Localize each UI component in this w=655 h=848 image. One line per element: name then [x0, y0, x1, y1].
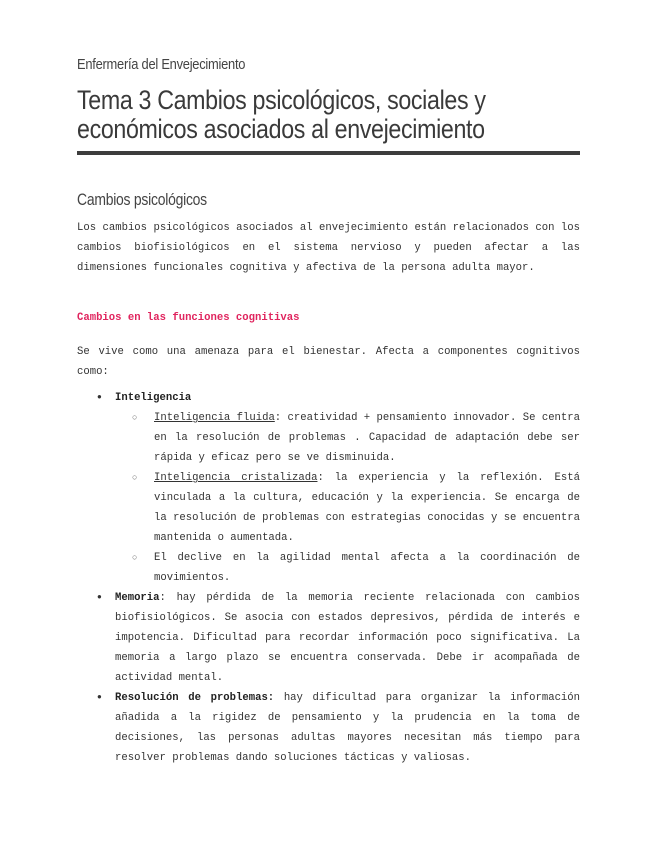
list-item-memoria: [77, 588, 580, 688]
memoria-label: Memoria: [115, 592, 160, 604]
declive-text: El declive en la agilidad mental afecta a la coordinación de movimientos.: [154, 552, 580, 584]
inteligencia-label: Inteligencia: [115, 392, 192, 404]
memoria-text: : hay pérdida de la memoria reciente relacionada con cambios biofisiológicos. Se asocia con estados depresivos, pérdida de interés e impotencia. Dificultad para recordar información poco significativa. La memoria a largo plazo se encuentra conservada. Debe ir acompañada de actividad mental.: [115, 592, 580, 684]
sublist-item-declive: [115, 548, 580, 588]
cognitive-components-list: [77, 388, 580, 768]
list-item-resolucion: [77, 688, 580, 768]
resolucion-label: Resolución de problemas:: [115, 692, 275, 704]
cristalizada-term: Inteligencia cristalizada: [154, 472, 318, 484]
subsection-heading: Cambios en las funciones cognitivas: [77, 312, 300, 324]
section-heading: Cambios psicológicos: [77, 190, 207, 209]
section-intro-paragraph: Los cambios psicológicos asociados al envejecimiento están relacionados con los cambios biofisiológicos en el sistema nervioso y pueden afectar a las dimensiones funcionales cognitiva y afectiva de la persona adulta mayor.: [77, 222, 580, 275]
list-item-inteligencia: [77, 388, 580, 588]
fluida-text: : creatividad + pensamiento innovador. Se centra en la resolución de problemas . Capacidad de adaptación debe ser rápida y eficaz pero se ve disminuida.: [154, 412, 580, 464]
sublist-item-cristalizada: [115, 468, 580, 548]
subject-header: Enfermería del Envejecimiento: [77, 56, 246, 73]
fluida-term: Inteligencia fluida: [154, 412, 275, 424]
cristalizada-text: : la experiencia y la reflexión. Está vinculada a la cultura, educación y la experiencia. Se encarga de la resolución de problemas con estrategias conocidas y se encuentra mantenida o aumentada.: [154, 472, 580, 544]
subsection-intro-paragraph: Se vive como una amenaza para el bienestar. Afecta a componentes cognitivos como:: [77, 346, 580, 379]
title-divider: [77, 151, 580, 155]
page-title: Tema 3 Cambios psicológicos, sociales y económicos asociados al envejecimiento: [77, 85, 486, 144]
inteligencia-sublist: [115, 408, 580, 588]
sublist-item-fluida: [115, 408, 580, 468]
resolucion-text: hay dificultad para organizar la información añadida a la rigidez de pensamiento y la prudencia en la toma de decisiones, las personas adultas mayores necesitan más tiempo para resolver problemas dando soluciones tácticas y valiosas.: [115, 692, 581, 764]
